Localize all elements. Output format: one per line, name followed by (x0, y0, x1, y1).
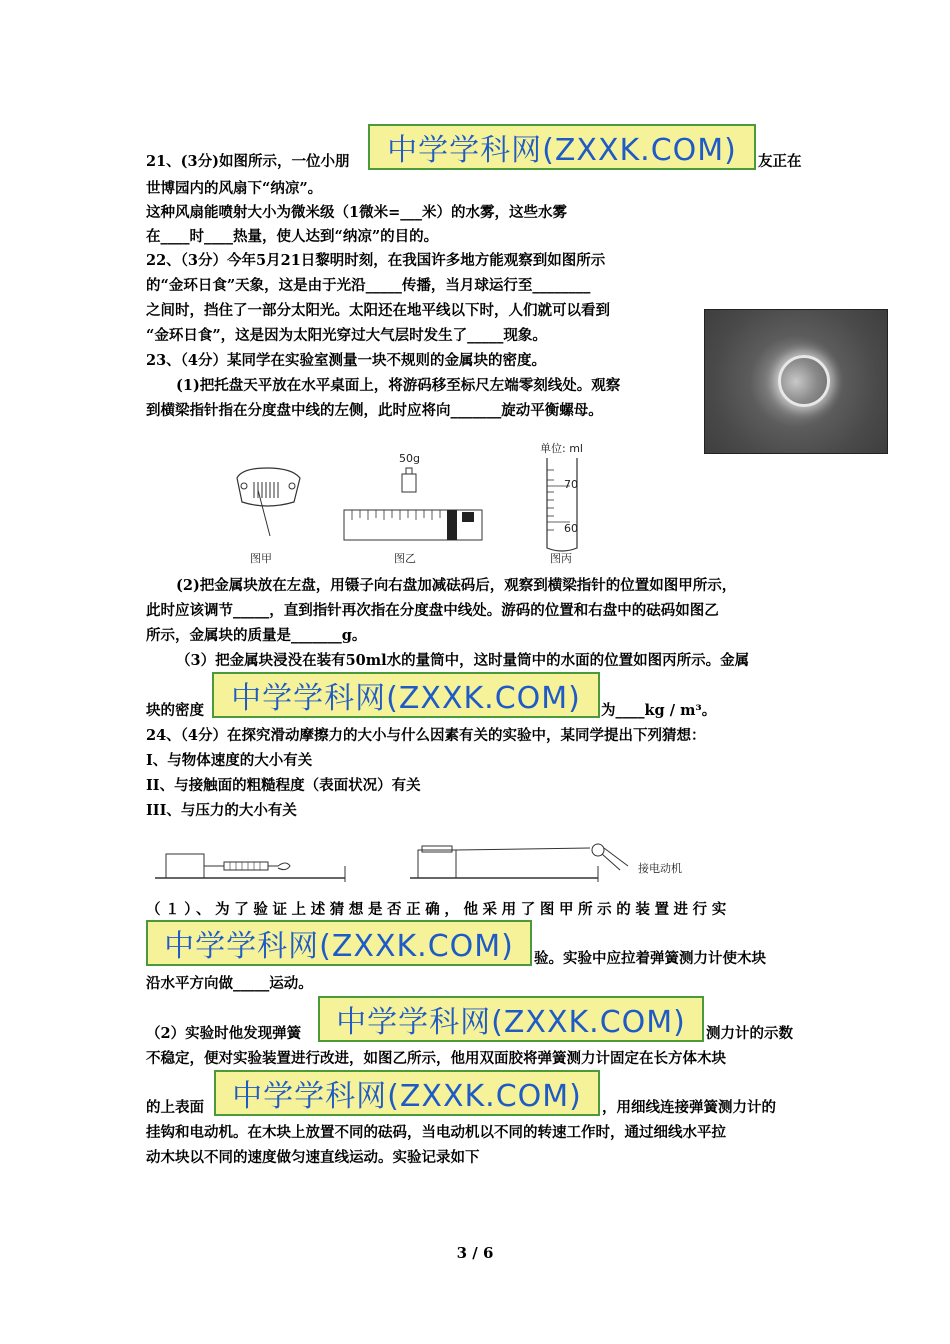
q24-part2-b: 测力计的示数 (706, 1025, 793, 1042)
q24-part2-c: 不稳定，便对实验装置进行改进，如图乙所示，他用双面胶将弹簧测力计固定在长方体木块 (146, 1050, 726, 1067)
q24-part1-b: 验。实验中应拉着弹簧测力计使木块 (534, 950, 766, 967)
q24-hypothesis-3: III、与压力的大小有关 (146, 802, 297, 819)
watermark-banner: 中学学科网(ZXXK.COM) (368, 124, 756, 170)
q22-line2: 的“金环日食”天象，这是由于光沿_____传播，当月球运行至________ (146, 277, 591, 294)
q21-line2: 世博园内的风扇下“纳凉”。 (146, 180, 323, 197)
unit-label: 单位: ml (540, 442, 583, 455)
q23-line3: 到横梁指针指在分度盘中线的左侧，此时应将向_______旋动平衡螺母。 (146, 402, 603, 419)
solar-eclipse-photo (704, 309, 888, 454)
q24-hypothesis-2: II、与接触面的粗糙程度（表面状况）有关 (146, 777, 421, 794)
fig-a-label: 图甲 (250, 552, 272, 565)
q23-line2: (1)把托盘天平放在水平桌面上，将游码移至标尺左端零刻线处。观察 (176, 377, 621, 394)
q23-line7: （3）把金属块浸没在装有50ml水的量筒中，这时量筒中的水面的位置如图丙所示。金属 (176, 652, 750, 669)
q21-line4: 在____时____热量，使人达到“纳凉”的目的。 (146, 228, 439, 245)
q24-part1-a: （１）、为了验证上述猜想是否正确，他采用了图甲所示的装置进行实 (146, 901, 731, 918)
q23-line8b: 为____kg / m³。 (601, 702, 717, 719)
friction-apparatus-figures (150, 836, 720, 886)
q24-part2-d: 的上表面 (146, 1099, 204, 1116)
q23-line5: 此时应该调节_____，直到指针再次指在分度盘中线处。游码的位置和右盘中的砝码如图乙 (146, 602, 719, 619)
q24-hypothesis-1: I、与物体速度的大小有关 (146, 752, 313, 769)
q24-part1-c: 沿水平方向做_____运动。 (146, 975, 313, 992)
q21-line1b: 友正在 (758, 153, 802, 170)
mark-60: 60 (564, 522, 578, 535)
fig-c-label: 图丙 (550, 552, 572, 565)
q24-line1: 24、（4分）在探究滑动摩擦力的大小与什么因素有关的实验中，某同学提出下列猜想： (146, 727, 706, 744)
q22-line3: 之间时，挡住了一部分太阳光。太阳还在地平线以下时，人们就可以看到 (146, 302, 610, 319)
watermark-banner: 中学学科网(ZXXK.COM) (214, 1070, 600, 1116)
q22-line4: “金环日食”，这是因为太阳光穿过大气层时发生了_____现象。 (146, 327, 547, 344)
mark-70: 70 (564, 478, 578, 491)
q23-line1: 23、（4分）某同学在实验室测量一块不规则的金属块的密度。 (146, 352, 547, 369)
q23-line6: 所示，金属块的质量是_______g。 (146, 627, 367, 644)
q24-part2-f: 挂钩和电动机。在木块上放置不同的砝码，当电动机以不同的转速工作时，通过细线水平拉 (146, 1124, 726, 1141)
watermark-banner: 中学学科网(ZXXK.COM) (318, 996, 704, 1042)
page-number: 3 / 6 (456, 1244, 494, 1262)
q21-line3: 这种风扇能喷射大小为微米级（1微米=___米）的水雾，这些水雾 (146, 204, 567, 221)
balance-figures (222, 440, 602, 570)
q23-line8a: 块的密度 (146, 702, 204, 719)
q24-part2-a: （2）实验时他发现弹簧 (146, 1025, 302, 1042)
q21-line1a: 21、(3分)如图所示，一位小朋 (146, 153, 350, 170)
q23-line4: (2)把金属块放在左盘，用镊子向右盘加减砝码后，观察到横梁指针的位置如图甲所示， (176, 577, 737, 594)
watermark-banner: 中学学科网(ZXXK.COM) (146, 920, 532, 966)
watermark-banner: 中学学科网(ZXXK.COM) (212, 672, 600, 718)
weight-label: 50g (399, 452, 420, 465)
motor-label: 接电动机 (638, 862, 682, 875)
q22-line1: 22、（3分）今年5月21日黎明时刻，在我国许多地方能观察到如图所示 (146, 252, 606, 269)
q24-part2-g: 动木块以不同的速度做匀速直线运动。实验记录如下 (146, 1149, 480, 1166)
fig-b-label: 图乙 (394, 552, 416, 565)
q24-part2-e: ，用细线连接弹簧测力计的 (602, 1099, 776, 1116)
